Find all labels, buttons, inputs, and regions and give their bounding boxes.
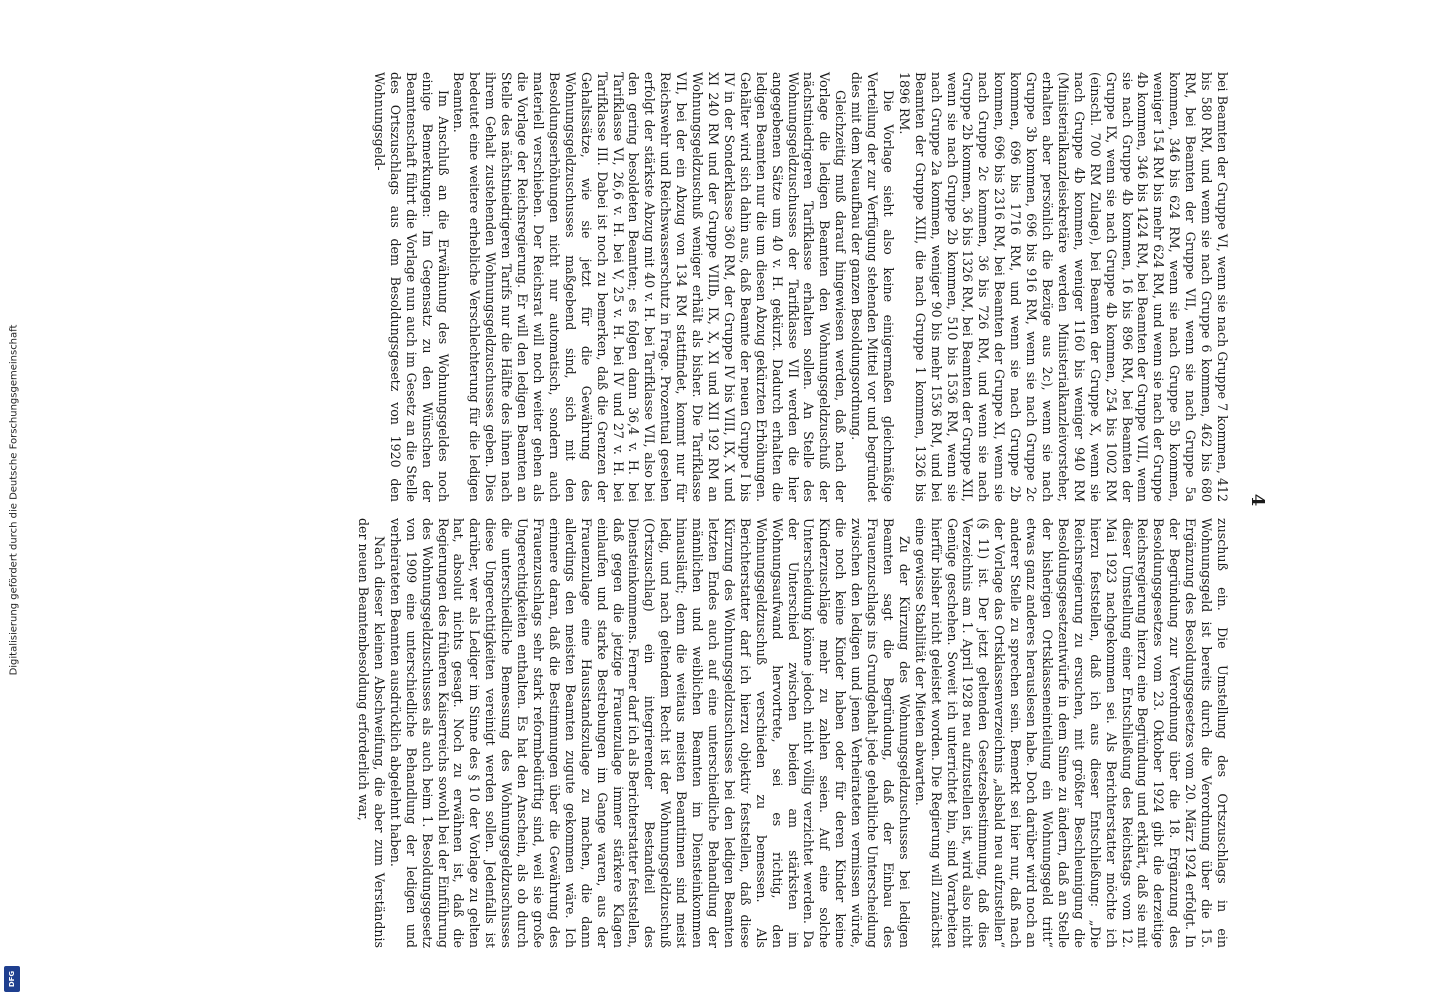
paragraph: bei Beamten der Gruppe VI, wenn sie nach Gruppe 7 kommen, 412 bis 580 RM, und wenn sie nach Gruppe 6 kommen, 462 bis 680 RM, bei Beamten der Gruppe VII, wenn sie nach Gruppe 5a kommen, 346 bis 624 RM, wenn sie nach Gruppe 5b kommen, weniger 154 RM bis mehr 624 RM, und wenn sie nach der Gruppe 4b kommen, 346 bis 1424 RM, bei Beamten der Gruppe VIII, wenn sie nach Gruppe 4b kommen, 16 bis 896 RM, bei Beamten der Gruppe IX, wenn sie nach Gruppe 4b kommen, 254 bis 1002 RM (einschl. 700 RM Zulage), bei Beamten der Gruppe X, wenn sie nach Gruppe 4b kommen, weniger 1160 bis weniger 940 RM (Ministerialkanzleisekretäre werden Ministerialkanzleivorsteher, erhalten aber persönlich die Bezüge aus 2c), wenn sie nach Gruppe 3b kommen, 696 bis 916 RM, wenn sie nach Gruppe 2c kommen, 696 bis 1716 RM, und wenn sie nach Gruppe 2b kommen, 696 bis 2316 RM, bei Beamten der Gruppe XI, wenn sie nach Gruppe 2c kommen, 36 bis 726 RM, und wenn sie nach Gruppe 2b kommen, 36 bis 1326 RM, bei Beamten der Gruppe XII, wenn sie nach Gruppe 2b kommen, 510 bis 1536 RM, wenn sie nach Gruppe 2a kommen, weniger 90 bis mehr 1536 RM, und bei Beamten der Gruppe XIII, die nach Gruppe 1 kommen, 1326 bis 1896 RM. xyxy=(896,72,1230,502)
paragraph: Die Vorlage sieht also keine einigermaßen gleichmäßige Verteilung der zur Verfügung stehenden Mittel vor und begründet dies mit dem Neuaufbau der ganzen Besoldungsordnung. xyxy=(849,72,896,502)
paragraph: Im Anschluß an die Erwähnung des Wohnungsgeldes noch einige Bemerkungen: Im Gegensatz zu den Wünschen der Beamtenschaft führt die Vorlage nun auch im Gesetz an die Stelle des Ortszuschlags aus dem Besoldungsgesetz von 1920 den Wohnungsgeld- xyxy=(371,72,451,502)
left-column xyxy=(371,72,1230,502)
dfg-logo-icon: DFG xyxy=(4,966,20,992)
paragraph: zuschuß ein. Die Umstellung des Ortszuschlags in ein Wohnungsgeld ist bereits durch die Verordnung über die 15. Ergänzung des Besoldungsgesetzes vom 20. März 1924 erfolgt. In der Begründung zur Verordnung über die 18. Ergänzung des Besoldungsgesetzes vom 23. Oktober 1924 gibt die derzeitige Reichsregierung hierzu eine Begründung und erklärt, daß sie mit dieser Umstellung einer Entschließung des Reichstags vom 12. Mai 1923 nachgekommen sei. Als Berichterstatter möchte ich hierzu feststellen, daß ich aus dieser Entschließung: „Die Reichsregierung zu ersuchen, mit größter Beschleunigung die Besoldungsgesetzentwürfe in dem Sinne zu ändern, daß an Stelle der bisherigen Ortsklasseneinteilung ein Wohnungsgeld tritt“ etwas ganz anderes herauslesen habe. Doch darüber wird noch an anderer Stelle zu sprechen sein. Bemerkt sei hier nur, daß nach der Vorlage das Ortsklassenverzeichnis „alsbald neu aufzustellen“ (§ 11) ist. Der jetzt geltenden Gesetzesbestimmung, daß dies Verzeichnis am 1. April 1928 neu aufzustellen ist, wird also nicht Genüge geschehen. Soweit ich unterrichtet bin, sind Vorarbeiten hierfür bisher nicht geleistet worden. Die Regierung will zunächst eine gewisse Stabilität der Mieten abwarten. xyxy=(912,518,1230,948)
digitization-credit xyxy=(6,0,22,1000)
rotated-page xyxy=(152,20,1282,980)
page-number: 4 xyxy=(1247,493,1268,507)
credit-text: Digitalisierung gefördert durch die Deutsche Forschungsgemeinschaft xyxy=(8,324,20,676)
right-column xyxy=(355,518,1230,948)
paragraph: Nach dieser kleinen Abschweifung, die aber zum Verständnis der neuen Beamtenbesoldung erforderlich war, xyxy=(356,518,387,948)
paragraph: Zu der Kürzung des Wohnungsgeldzuschusses bei ledigen Beamten sagt die Begründung, daß der Einbau des Frauenzuschlags ins Grundgehalt jede gehaltliche Unterscheidung zwischen den ledigen und jenen Verheirateten vermissen würde, die noch keine Kinder haben oder für deren Kinder keine Kinderzuschläge mehr zu zahlen seien. Auf eine solche Unterscheidung könne jedoch nicht völlig verzichtet werden. Da der Unterschied zwischen beiden am stärksten im Wohnungsaufwand hervortrete, sei es richtig, den Wohnungsgeldzuschuß verschieden zu bemessen. Als Berichterstatter darf ich hierzu objektiv feststellen, daß diese Kürzung des Wohnungsgeldzuschusses bei den ledigen Beamten letzten Endes auch auf eine unterschiedliche Behandlung der männlichen und weiblichen Beamten im Diensteinkommen hinausläuft; denn die weitaus meisten Beamtinnen sind meist ledig, und nach geltendem Recht ist der Wohnungsgeldzuschuß (Ortszuschlag) ein integrierender Bestandteil des Diensteinkommens. Ferner darf ich als Berichterstatter feststellen, daß gegen die jetzige Frauenzulage immer stärkere Klagen einlaufen und starke Bestrebungen im Gange waren, aus der Frauenzulage eine Hausstandszulage zu machen, die dann allerdings den meisten Beamten zugute gekommen wäre. Ich erinnere daran, daß die Bestimmungen über die Gewährung des Frauenzuschlags sehr stark reformbedürftig sind, weil sie große Ungerechtigkeiten enthalten. Es hat den Anschein, als ob durch die unterschiedliche Bemessung des Wohnungsgeldzuschusses diese Ungerechtigkeiten vereinigt werden sollen. Jedenfalls ist darüber, wer als Lediger im Sinne des § 10 der Vorlage zu gelten hat, absolut nichts gesagt. Noch zu erwähnen ist, daß die Regierungen des früheren Kaiserreichs sowohl bei der Einführung des Wohnungsgeldzuschusses als auch beim 1. Besoldungsgesetz von 1909 eine unterschiedliche Behandlung der ledigen und verheirateten Beamten ausdrücklich abgelehnt haben. xyxy=(387,518,912,948)
paragraph: Gleichzeitig muß darauf hingewiesen werden, daß nach der Vorlage die ledigen Beamten den Wohnungsgeldzuschuß der nächstniedrigeren Tarifklasse erhalten sollen. An Stelle des Wohnungsgeldzuschusses der Tarifklasse VII werden die hier angegebenen Sätze um 40 v. H. gekürzt. Dadurch erhalten die ledigen Beamten nur die um diesen Abzug gekürzten Erhöhungen. Gehälter wird sich dahin aus, daß Beamte der neuen Gruppe I bis IV in der Sonderklasse 360 RM, der Gruppe IV bis VIII, IX, X und XI 240 RM und der Gruppe VIIIb, IX, X, XI und XII 192 RM an Wohnungsgeldzuschuß weniger erhält als bisher. Die Tarifklasse VII, bei der ein Abzug von 134 RM stattfindet, kommt nur für Reichswehr und Reichswasserschutz in Frage. Prozentual gesehen erfolgt der stärkste Abzug mit 40 v. H. bei Tarifklasse VII, also bei den gering besoldeten Beamten; es folgen dann 36,4 v. H. bei Tarifklasse VI, 26,6 v. H. bei V, 25 v. H. bei IV und 27 v. H. bei Tarifklasse III. Dabei ist noch zu bemerken, daß die Grenzen der Gehaltssätze, wie sie jetzt für die Gewährung des Wohnungsgeldzuschusses maßgebend sind, sich mit den Besoldungserhöhungen nicht nur automatisch, sondern auch materiell verschieben. Der Reichsrat will noch weiter gehen als die Vorlage der Reichsregierung. Er will den ledigen Beamten an Stelle des nächstniedrigeren Tarifs nur die Hälfte des ihnen nach ihrem Gehalt zustehenden Wohnungsgeldzuschusses geben. Dies bedeutet eine weitere erhebliche Verschlechterung für die ledigen Beamten. xyxy=(451,72,849,502)
